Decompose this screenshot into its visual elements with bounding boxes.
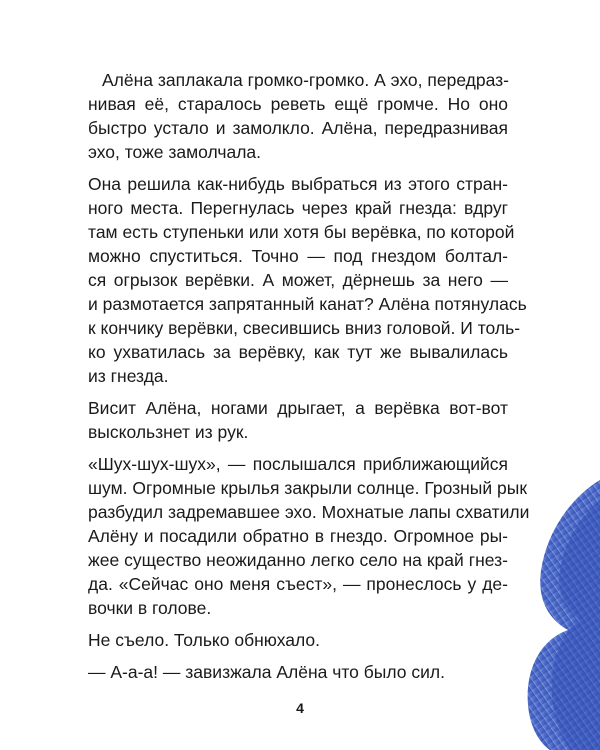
text-line: Она решила как-нибудь выбраться из этого стран- xyxy=(88,174,508,194)
paragraph xyxy=(88,68,508,164)
text-line: к кончику верёвки, свесившись вниз головой. И толь- xyxy=(88,318,521,338)
text-line: жее существо неожиданно легко село на край гнез- xyxy=(88,550,508,570)
text-line: Не съело. Только обнюхало. xyxy=(88,630,321,650)
text-line: там есть ступеньки или хотя бы верёвка, по которой xyxy=(88,222,515,242)
page-number: 4 xyxy=(296,700,304,716)
text-line: ся огрызок верёвки. А может, дёрнешь за него — xyxy=(88,270,508,290)
text-line: быстро устало и замолкло. Алёна, передразнивая xyxy=(88,118,508,138)
paragraph xyxy=(88,452,530,620)
text-line: Алёна заплакала громко-громко. А эхо, передраз- xyxy=(102,70,510,90)
text-line: и размотается запрятанный канат? Алёна потянулась xyxy=(88,294,527,314)
story-text xyxy=(88,68,530,692)
text-line: можно спуститься. Точно — под гнездом болтал- xyxy=(88,246,508,266)
text-line: выскользнет из рук. xyxy=(88,422,249,442)
paragraph xyxy=(88,660,508,684)
text-line: разбудил задремавшее эхо. Мохнатые лапы схватили xyxy=(88,502,530,522)
text-line: эхо, тоже замолчала. xyxy=(88,142,262,162)
paragraph xyxy=(88,172,527,388)
text-line: Алёну и посадили обратно в гнездо. Огромное ры- xyxy=(88,526,508,546)
text-line: ко ухватилась за верёвку, как тут же вывалилась xyxy=(88,342,508,362)
text-line: да. «Сейчас оно меня съест», — пронеслось у де- xyxy=(88,574,508,594)
text-line: шум. Огромные крылья закрыли солнце. Грозный рык xyxy=(88,478,527,498)
paragraph xyxy=(88,628,508,652)
text-line: вочки в голове. xyxy=(88,598,212,618)
text-line: «Шух-шух-шух», — послышался приближающийся xyxy=(88,454,508,474)
text-line: из гнезда. xyxy=(88,366,169,386)
text-line: — А-а-а! — завизжала Алёна что было сил. xyxy=(88,662,445,682)
paragraph xyxy=(88,396,508,444)
text-line: нивая её, старалось реветь ещё громче. Но оно xyxy=(88,94,508,114)
text-line: Висит Алёна, ногами дрыгает, а верёвка вот-вот xyxy=(88,398,508,418)
text-line: ного места. Перегнулась через край гнезда: вдруг xyxy=(88,198,508,218)
